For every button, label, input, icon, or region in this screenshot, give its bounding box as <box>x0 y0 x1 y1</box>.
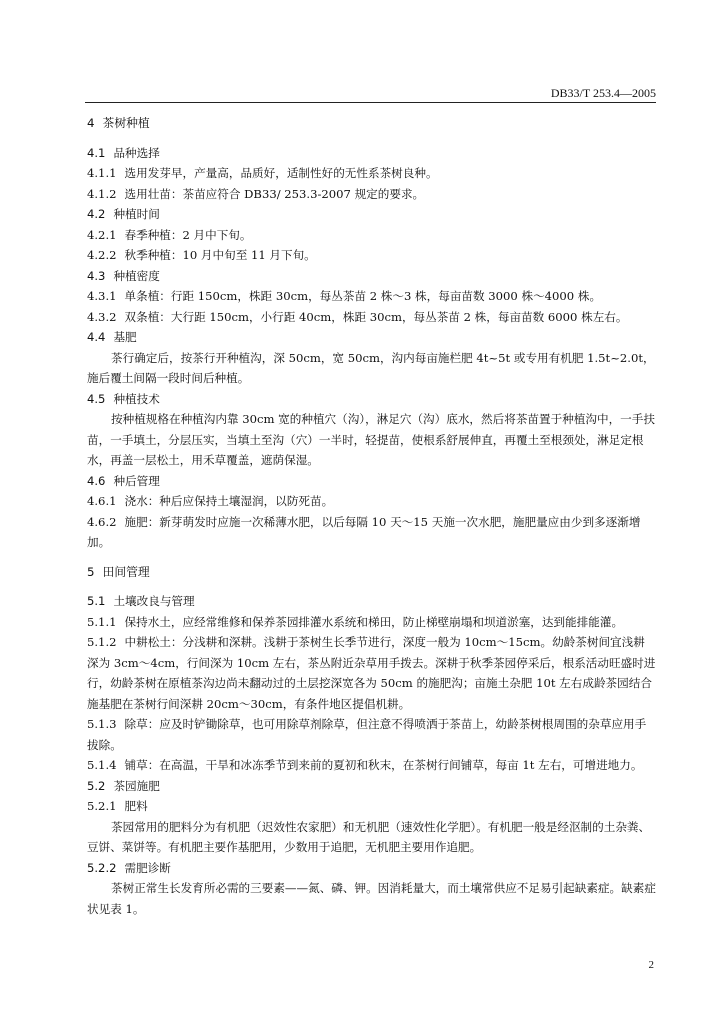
clause <box>87 307 656 328</box>
subsection-heading <box>87 204 656 225</box>
clause-text: 双条植：大行距 150cm，小行距 40cm，株距 30cm，每丛茶苗 2 株，每亩苗数 6000 株左右。 <box>124 309 628 324</box>
subsection-heading <box>87 327 656 348</box>
clause <box>87 632 656 714</box>
clause-number: 4.3.1 <box>87 289 117 303</box>
subsection-number: 5.1 <box>87 594 106 608</box>
subsection-number: 4.3 <box>87 268 106 283</box>
subsection-title: 基肥 <box>113 330 137 344</box>
clause <box>87 714 656 755</box>
subsection-heading <box>87 266 656 287</box>
subsection-title: 种植技术 <box>113 391 160 406</box>
clause-text: 秋季种植：10 月中旬至 11 月下旬。 <box>124 248 316 262</box>
subsection-title: 需肥诊断 <box>124 860 171 875</box>
clause <box>87 491 656 512</box>
paragraph: 茶园常用的肥料分为有机肥（迟效性农家肥）和无机肥（速效性化学肥）。有机肥一般是经沤制的土杂粪、豆饼、菜饼等。有机肥主要作基肥用，少数用于追肥，无机肥主要用作追肥。 <box>87 819 651 854</box>
clause-number: 4.1.2 <box>87 186 117 201</box>
clause-number: 4.2.2 <box>87 248 117 262</box>
clause-number: 4.2.1 <box>87 227 117 242</box>
clause-text: 铺草：在高温，干旱和冰冻季节到来前的夏初和秋末，在茶树行间铺草，每亩 1t 左右，可增进地力。 <box>124 758 643 772</box>
clause-text: 中耕松土：分浅耕和深耕。浅耕于茶树生长季节进行，深度一般为 10cm～15cm。幼龄茶树间宜浅耕深为 3cm～4cm，行间深为 10cm 左右，茶丛附近杂草用手拨去。深耕于秋季茶园停采后，根系活动旺盛时进行，幼龄茶树在原植茶沟边尚未翻动过的土层挖深宽各为 50cm 的施肥沟；亩施土杂肥 10t 左右成龄茶园结合施基肥在茶树行间深耕 20cm～30cm，有条件地区提倡机耕。 <box>87 635 656 711</box>
subsection-number: 4.4 <box>87 330 106 344</box>
clause <box>87 796 656 817</box>
subsection-heading <box>87 591 656 612</box>
clause <box>87 245 656 266</box>
subsection-heading <box>87 143 656 164</box>
subsection-heading <box>87 389 656 410</box>
clause-number: 5.1.2 <box>87 635 117 649</box>
subsection-heading <box>87 471 656 492</box>
clause-number: 4.3.2 <box>87 309 117 324</box>
subsection-number: 4.1 <box>87 145 106 160</box>
clause <box>87 184 656 205</box>
subsection-title: 土壤改良与管理 <box>113 594 195 608</box>
subsection-title: 种后管理 <box>113 473 160 488</box>
subsection-number: 4.2 <box>87 207 106 221</box>
section-heading <box>87 562 656 583</box>
document-body <box>87 110 656 919</box>
subsection-number: 4.6 <box>87 473 106 488</box>
clause-text: 春季种植：2 月中下旬。 <box>124 227 252 242</box>
clause-text: 肥料 <box>124 799 148 813</box>
clause-text: 选用壮苗：茶苗应符合 DB33/ 253.3-2007 规定的要求。 <box>124 186 425 201</box>
subsection-number: 5.2 <box>87 778 106 793</box>
subsection-heading <box>87 858 656 879</box>
subsection-title: 品种选择 <box>113 145 160 160</box>
clause <box>87 612 656 633</box>
clause <box>87 512 656 553</box>
subsection-number: 5.2.2 <box>87 860 117 875</box>
subsection-title: 种植密度 <box>113 268 160 283</box>
section-title: 茶树种植 <box>102 116 150 130</box>
header-rule <box>85 102 656 103</box>
clause <box>87 225 656 246</box>
clause-number: 5.1.3 <box>87 717 117 731</box>
clause-text: 除草：应及时铲锄除草，也可用除草剂除草，但注意不得喷洒于茶苗上，幼龄茶树根周围的杂草应用手拔除。 <box>87 717 647 752</box>
clause-text: 施肥：新芽萌发时应施一次稀薄水肥，以后每隔 10 天～15 天施一次水肥，施肥量应由少到多逐渐增加。 <box>87 514 641 549</box>
clause <box>87 163 656 184</box>
clause-number: 4.1.1 <box>87 166 117 180</box>
subsection-number: 4.5 <box>87 391 106 406</box>
section-number: 4 <box>87 116 95 130</box>
document-code: DB33/T 253.4—2005 <box>550 86 656 100</box>
clause-number: 4.6.2 <box>87 514 117 529</box>
clause <box>87 755 656 776</box>
clause <box>87 286 656 307</box>
section-number: 5 <box>87 564 95 579</box>
clause-text: 选用发芽早，产量高，品质好，适制性好的无性系茶树良种。 <box>124 166 438 180</box>
clause-text: 浇水：种后应保持土壤湿润，以防死苗。 <box>124 494 334 508</box>
paragraph: 茶树正常生长发育所必需的三要素——氮、磷、钾。因消耗量大，而土壤常供应不足易引起缺素症。缺素症状见表 1。 <box>87 881 656 916</box>
subsection-heading <box>87 776 656 797</box>
clause-number: 5.1.4 <box>87 758 117 772</box>
section-heading <box>87 113 656 134</box>
page-number: 2 <box>648 959 654 971</box>
clause-number: 5.1.1 <box>87 614 117 629</box>
clause-number: 5.2.1 <box>87 799 117 813</box>
section-title: 田间管理 <box>102 564 150 579</box>
subsection-title: 种植时间 <box>113 207 160 221</box>
clause-text: 保持水土，应经常维修和保养茶园排灌水系统和梯田，防止梯壁崩塌和坝道淤塞，达到能排能灌。 <box>124 614 624 629</box>
paragraph: 按种植规格在种植沟内靠 30cm 宽的种植穴（沟），淋足穴（沟）底水，然后将茶苗置于种植沟中，一手扶苗，一手填土，分层压实，当填土至沟（穴）一半时，轻提苗，使根系舒展伸直，再覆土至根颈处，淋足定根水，再盖一层松土，用禾草覆盖，遮荫保湿。 <box>87 412 655 467</box>
clause-number: 4.6.1 <box>87 494 117 508</box>
clause-text: 单条植：行距 150cm，株距 30cm，每丛茶苗 2 株～3 株，每亩苗数 3000 株～4000 株。 <box>124 289 602 303</box>
paragraph: 茶行确定后，按茶行开种植沟，深 50cm，宽 50cm，沟内每亩施栏肥 4t~5t 或专用有机肥 1.5t~2.0t，施后覆土间隔一段时间后种植。 <box>87 350 655 385</box>
subsection-title: 茶园施肥 <box>113 778 160 793</box>
